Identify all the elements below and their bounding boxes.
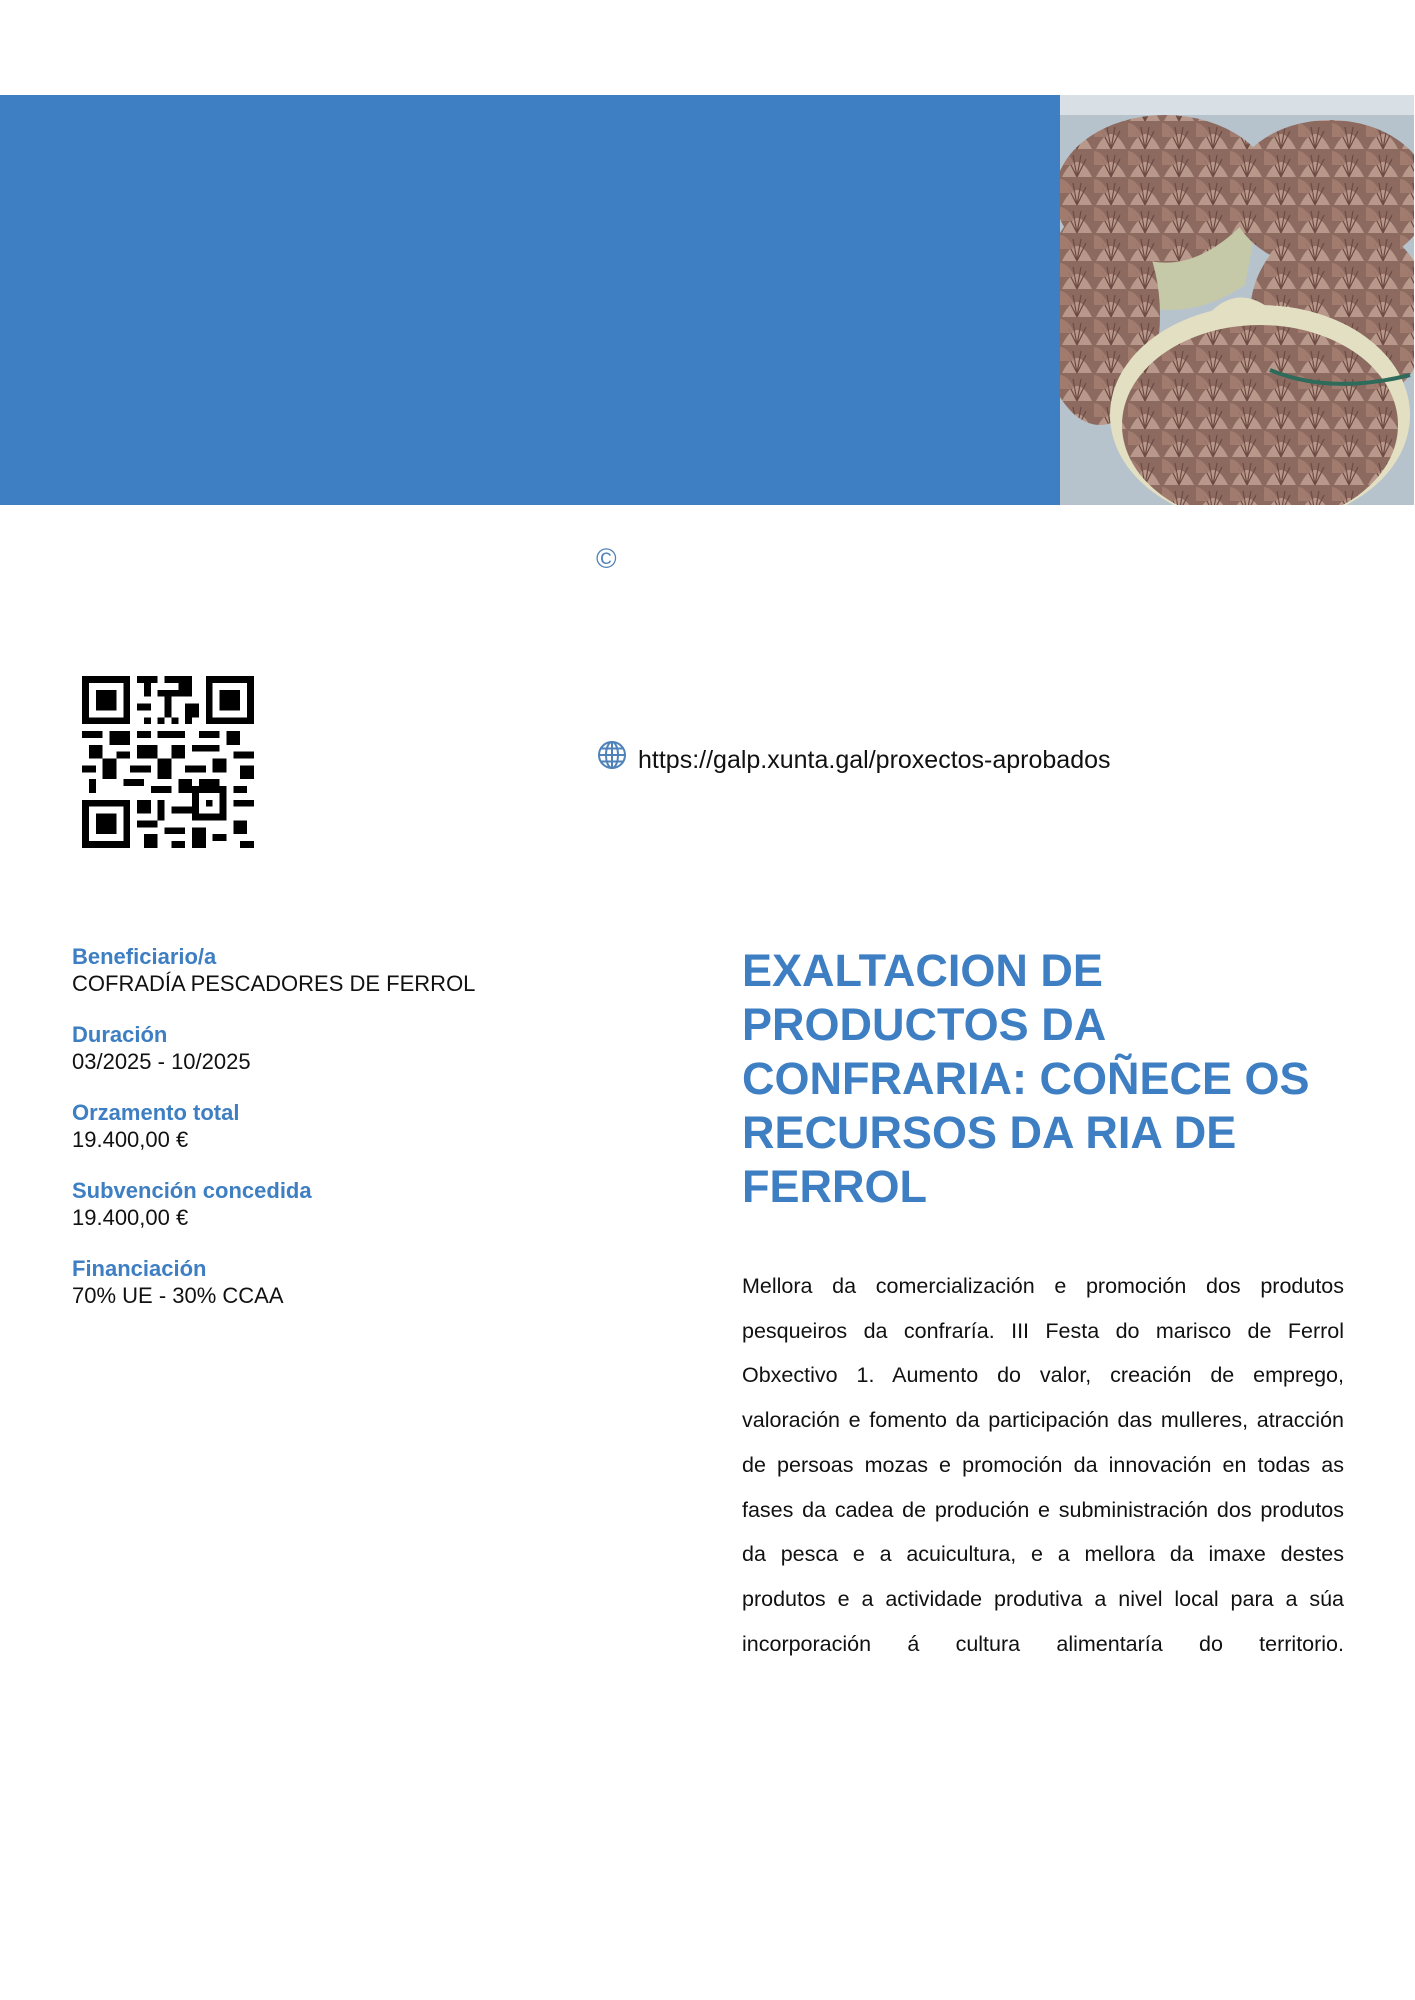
detail-label: Financiación <box>72 1256 207 1281</box>
detail-beneficiary <box>72 944 632 998</box>
qr-code[interactable] <box>82 676 254 848</box>
globe-icon <box>596 739 628 771</box>
detail-duration <box>72 1022 632 1076</box>
detail-grant-awarded <box>72 1178 632 1232</box>
project-description: Mellora da comercialización e promoción dos produtos pesqueiros da confraría. III Festa do marisco de Ferrol Obxectivo 1. Aumento do valor, creación de emprego, valoración e fomento da participación das mulleres, atracción de persoas mozas e promoción da innovación en todas as fases da cadea de produción e subministración dos produtos da pesca e a acuicultura, e a mellora da imaxe destes produtos e a actividade produtiva a nivel local para a súa incorporación á cultura alimentaría do territorio. <box>742 1274 1344 1656</box>
project-title: EXALTACION DE PRODUCTOS DA CONFRARIA: COÑECE OS RECURSOS DA RIA DE FERROL <box>742 945 1310 1212</box>
project-url-link[interactable]: https://galp.xunta.gal/proxectos-aprobados <box>638 746 1111 774</box>
detail-label: Duración <box>72 1022 168 1047</box>
detail-value: 03/2025 - 10/2025 <box>72 1049 251 1074</box>
copyright-icon: © <box>596 543 617 574</box>
detail-value: 19.400,00 € <box>72 1127 189 1152</box>
detail-value: 70% UE - 30% CCAA <box>72 1283 284 1308</box>
header-banner <box>0 95 1060 505</box>
scallops-photo <box>1060 95 1414 505</box>
detail-value: COFRADÍA PESCADORES DE FERROL <box>72 971 476 996</box>
detail-label: Subvención concedida <box>72 1178 312 1203</box>
detail-total-budget <box>72 1100 632 1154</box>
detail-label: Orzamento total <box>72 1100 240 1125</box>
detail-label: Beneficiario/a <box>72 944 217 969</box>
project-details <box>72 944 632 1334</box>
detail-value: 19.400,00 € <box>72 1205 189 1230</box>
qr-code-icon <box>82 676 254 848</box>
detail-funding <box>72 1256 632 1310</box>
scallops-photo-illustration <box>1060 95 1414 505</box>
project-link[interactable] <box>596 746 1111 775</box>
